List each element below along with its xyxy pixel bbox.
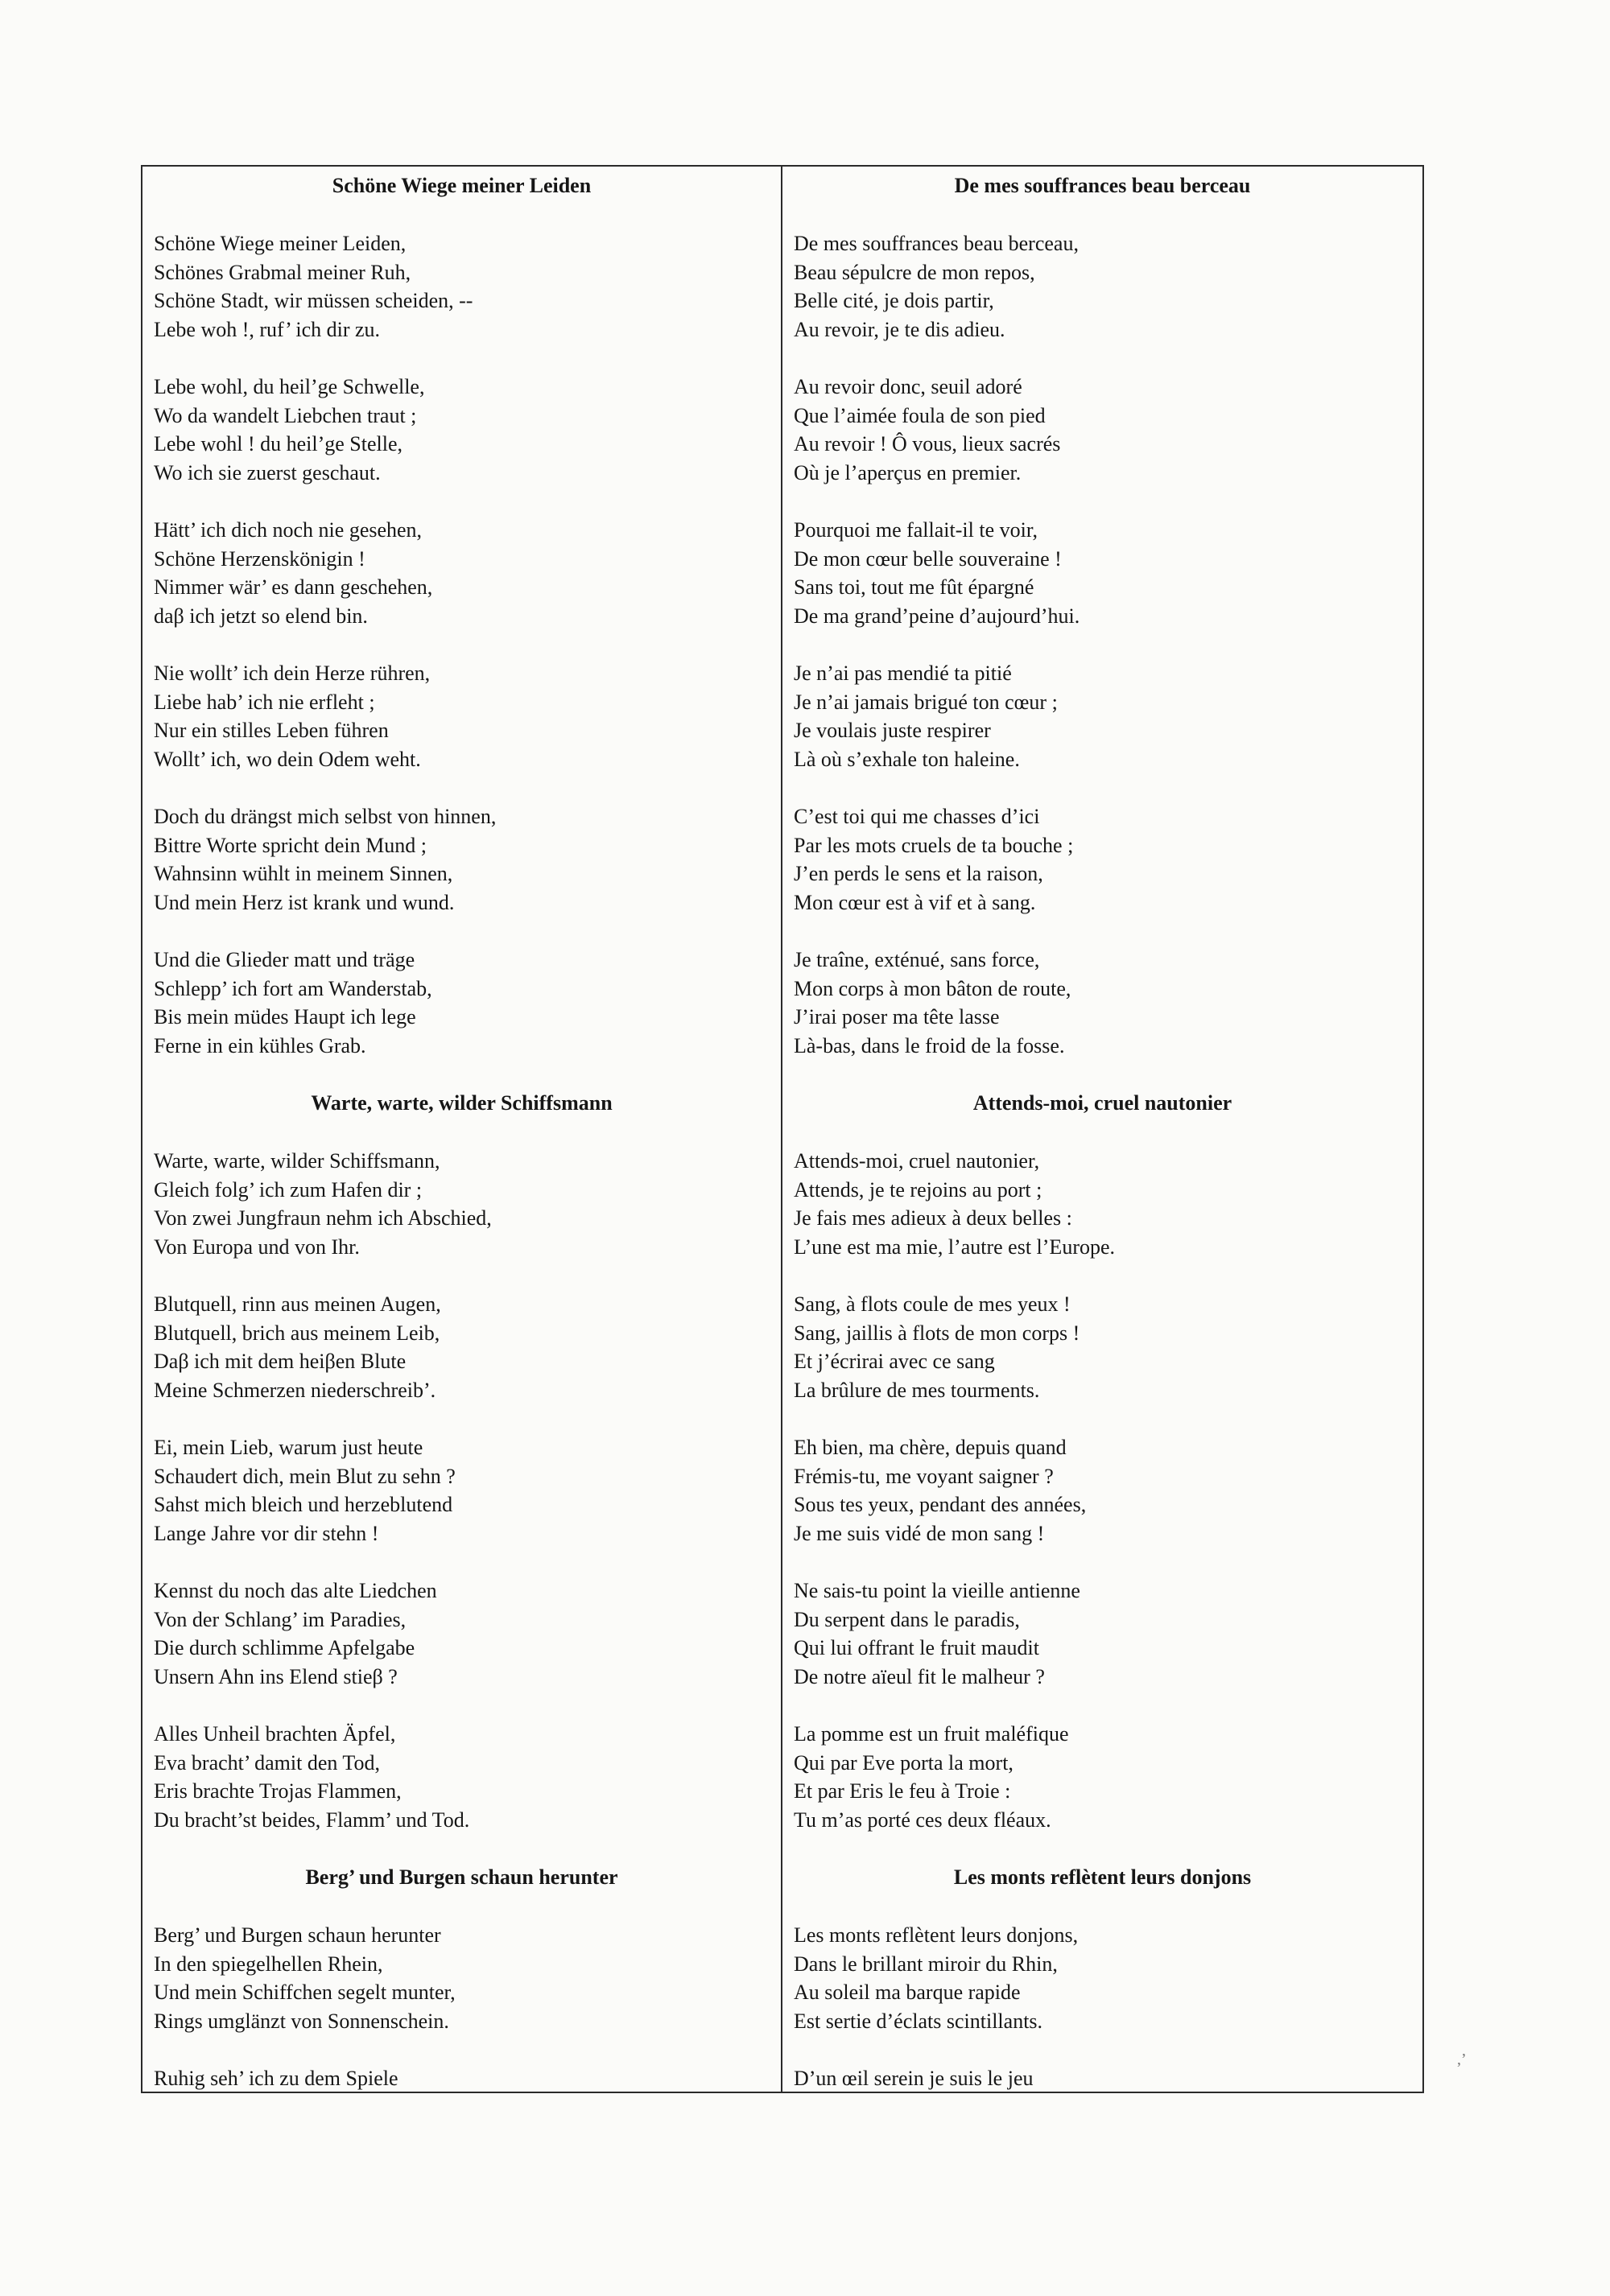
stanza: [154, 1290, 770, 1404]
stanza: [154, 1720, 770, 1834]
stanza: [794, 1290, 1411, 1404]
verse-line: Kennst du noch das alte Liedchen: [154, 1579, 437, 1602]
verse-line: Lebe wohl ! du heil’ge Stelle,: [154, 432, 403, 455]
verse-line: Blutquell, brich aus meinem Leib,: [154, 1321, 440, 1345]
verse-line: Wollt’ ich, wo dein Odem weht.: [154, 747, 421, 771]
stanza: [794, 802, 1411, 917]
stanza: [154, 229, 770, 344]
verse-line: De mon cœur belle souveraine !: [794, 546, 1062, 571]
verse-line: Et par Eris le feu à Troie :: [794, 1779, 1011, 1803]
verse-line: Ruhig seh’ ich zu dem Spiele: [154, 2067, 398, 2090]
verse-line: Hätt’ ich dich noch nie gesehen,: [154, 518, 423, 542]
verse-line: Les monts reflètent leurs donjons,: [794, 1923, 1079, 1947]
verse-line: Lange Jahre vor dir stehn !: [154, 1521, 379, 1545]
verse-line: Bis mein müdes Haupt ich lege: [154, 1005, 416, 1028]
verse-line: Mon cœur est à vif et à sang.: [794, 890, 1036, 914]
verse-line: Von zwei Jungfraun nehm ich Abschied,: [154, 1206, 492, 1230]
verse-line: Au revoir ! Ô vous, lieux sacrés: [794, 432, 1061, 455]
verse-line: Nur ein stilles Leben führen: [154, 719, 389, 742]
verse-line: In den spiegelhellen Rhein,: [154, 1952, 383, 1976]
poem: [154, 1089, 770, 1834]
verse-line: Die durch schlimme Apfelgabe: [154, 1636, 415, 1659]
verse-line: Du bracht’st beides, Flamm’ und Tod.: [154, 1808, 470, 1832]
verse-line: Blutquell, rinn aus meinen Augen,: [154, 1292, 441, 1316]
verse-line: Meine Schmerzen niederschreib’.: [154, 1378, 436, 1402]
verse-line: Schaudert dich, mein Blut zu sehn ?: [154, 1464, 456, 1488]
verse-line: Daβ ich mit dem heiβen Blute: [154, 1350, 407, 1373]
verse-line: Pourquoi me fallait-il te voir,: [794, 518, 1038, 542]
verse-line: Unsern Ahn ins Elend stieβ ?: [154, 1664, 398, 1688]
verse-line: Nimmer wär’ es dann geschehen,: [154, 575, 433, 599]
verse-line: Bittre Worte spricht dein Mund ;: [154, 833, 427, 857]
verse-line: Au soleil ma barque rapide: [794, 1981, 1021, 2004]
verse-line: Et j’écrirai avec ce sang: [794, 1350, 995, 1373]
stanza: [794, 229, 1411, 344]
stanza: [154, 373, 770, 487]
verse-line: L’une est ma mie, l’autre est l’Europe.: [794, 1235, 1116, 1259]
verse-line: Ei, mein Lieb, warum just heute: [154, 1436, 423, 1459]
verse-line: Von der Schlang’ im Paradies,: [154, 1607, 407, 1631]
stanza: [154, 1921, 770, 2035]
verse-line: J’irai poser ma tête lasse: [794, 1005, 1000, 1028]
stanza: [154, 659, 770, 773]
verse-line: Je n’ai jamais brigué ton cœur ;: [794, 690, 1058, 714]
verse-line: Beau sépulcre de mon repos,: [794, 260, 1035, 284]
stanza: [794, 2064, 1411, 2093]
verse-line: D’un œil serein je suis le jeu: [794, 2067, 1034, 2090]
stanza: [794, 516, 1411, 630]
verse-line: Du serpent dans le paradis,: [794, 1607, 1020, 1631]
poem: [794, 1089, 1411, 1834]
verse-line: Schöne Wiege meiner Leiden,: [154, 232, 407, 255]
verse-line: De mes souffrances beau berceau,: [794, 232, 1079, 255]
verse-line: Eva bracht’ damit den Tod,: [154, 1750, 380, 1775]
verse-line: Sang, jaillis à flots de mon corps !: [794, 1321, 1080, 1345]
stanza: [154, 1577, 770, 1691]
verse-line: Eris brachte Trojas Flammen,: [154, 1779, 402, 1803]
poem-title: Warte, warte, wilder Schiffsmann: [311, 1091, 613, 1115]
verse-line: Ne sais-tu point la vieille antienne: [794, 1579, 1080, 1602]
verse-line: Sous tes yeux, pendant des années,: [794, 1493, 1087, 1516]
poem: [794, 171, 1411, 1060]
verse-line: De notre aïeul fit le malheur ?: [794, 1664, 1045, 1688]
verse-line: Schöne Herzenskönigin !: [154, 546, 365, 571]
verse-line: Nie wollt’ ich dein Herze rühren,: [154, 662, 431, 685]
verse-line: Je n’ai pas mendié ta pitié: [794, 662, 1012, 685]
poem-title: Les monts reflètent leurs donjons: [953, 1865, 1252, 1889]
verse-line: Je me suis vidé de mon sang !: [794, 1521, 1045, 1545]
verse-line: Und die Glieder matt und träge: [154, 948, 415, 971]
poem: [794, 1863, 1411, 2093]
verse-line: Dans le brillant miroir du Rhin,: [794, 1952, 1058, 1976]
verse-line: La brûlure de mes tourments.: [794, 1378, 1040, 1402]
stanza: [154, 1433, 770, 1548]
verse-line: La pomme est un fruit maléfique: [794, 1722, 1069, 1746]
scan-mark: ,’: [1457, 2051, 1467, 2068]
verse-line: Que l’aimée foula de son pied: [794, 403, 1046, 427]
verse-line: Je traîne, exténué, sans force,: [794, 948, 1040, 971]
verse-line: Doch du drängst mich selbst von hinnen,: [154, 805, 497, 828]
poem-title: De mes souffrances beau berceau: [954, 174, 1251, 197]
verse-line: Alles Unheil brachten Äpfel,: [154, 1722, 396, 1746]
stanza: [794, 373, 1411, 487]
verse-line: Wahnsinn wühlt in meinem Sinnen,: [154, 862, 453, 885]
verse-line: Par les mots cruels de ta bouche ;: [794, 833, 1074, 857]
poem-title: Berg’ und Burgen schaun herunter: [305, 1865, 618, 1889]
verse-line: Liebe hab’ ich nie erfleht ;: [154, 690, 375, 714]
verse-line: Lebe woh !, ruf’ ich dir zu.: [154, 317, 381, 341]
verse-line: Attends, je te rejoins au port ;: [794, 1177, 1042, 1202]
stanza: [154, 2064, 770, 2093]
verse-line: Ferne in ein kühles Grab.: [154, 1033, 366, 1057]
verse-line: Berg’ und Burgen schaun herunter: [154, 1923, 441, 1947]
stanza: [794, 1433, 1411, 1548]
verse-line: Schöne Stadt, wir müssen scheiden, --: [154, 289, 473, 312]
verse-line: Schönes Grabmal meiner Ruh,: [154, 260, 411, 284]
stanza: [794, 1577, 1411, 1691]
stanza: [154, 802, 770, 917]
verse-line: Rings umglänzt von Sonnenschein.: [154, 2009, 449, 2033]
verse-line: Belle cité, je dois partir,: [794, 289, 994, 312]
verse-line: Sans toi, tout me fût épargné: [794, 575, 1034, 599]
verse-line: Lebe wohl, du heil’ge Schwelle,: [154, 375, 425, 398]
verse-line: Mon corps à mon bâton de route,: [794, 976, 1071, 1000]
verse-line: Schlepp’ ich fort am Wanderstab,: [154, 976, 432, 1000]
stanza: [794, 1720, 1411, 1834]
verse-line: Sahst mich bleich und herzeblutend: [154, 1493, 453, 1516]
stanza: [794, 659, 1411, 773]
poem-table: [141, 165, 1424, 2093]
verse-line: Je fais mes adieux à deux belles :: [794, 1206, 1072, 1230]
verse-line: Là-bas, dans le froid de la fosse.: [794, 1033, 1065, 1057]
verse-line: Je voulais juste respirer: [794, 719, 991, 742]
verse-line: Und mein Herz ist krank und wund.: [154, 890, 455, 914]
verse-line: Qui par Eve porta la mort,: [794, 1750, 1013, 1775]
stanza: [154, 1147, 770, 1261]
poem: [154, 1863, 770, 2093]
verse-line: Au revoir donc, seuil adoré: [794, 375, 1022, 398]
verse-line: Von Europa und von Ihr.: [154, 1235, 360, 1259]
verse-line: Frémis-tu, me voyant saigner ?: [794, 1464, 1054, 1488]
verse-line: Warte, warte, wilder Schiffsmann,: [154, 1149, 440, 1173]
verse-line: Où je l’aperçus en premier.: [794, 460, 1022, 484]
verse-line: Sang, à flots coule de mes yeux !: [794, 1292, 1071, 1316]
verse-line: Und mein Schiffchen segelt munter,: [154, 1981, 456, 2004]
verse-line: Tu m’as porté ces deux fléaux.: [794, 1808, 1051, 1832]
french-column: [782, 167, 1422, 2092]
verse-line: C’est toi qui me chasses d’ici: [794, 805, 1040, 828]
verse-line: De ma grand’peine d’aujourd’hui.: [794, 604, 1080, 628]
stanza: [154, 516, 770, 630]
verse-line: Attends-moi, cruel nautonier,: [794, 1149, 1040, 1173]
poem-title: Attends-moi, cruel nautonier: [972, 1091, 1232, 1115]
verse-line: J’en perds le sens et la raison,: [794, 862, 1043, 885]
poem-title: Schöne Wiege meiner Leiden: [332, 174, 592, 197]
verse-line: Gleich folg’ ich zum Hafen dir ;: [154, 1177, 423, 1202]
verse-line: Au revoir, je te dis adieu.: [794, 317, 1005, 341]
stanza: [154, 946, 770, 1060]
german-column: [142, 167, 782, 2092]
stanza: [794, 1921, 1411, 2035]
verse-line: Wo ich sie zuerst geschaut.: [154, 460, 381, 484]
stanza: [794, 1147, 1411, 1261]
verse-line: Qui lui offrant le fruit maudit: [794, 1636, 1039, 1659]
verse-line: Là où s’exhale ton haleine.: [794, 747, 1020, 771]
verse-line: Wo da wandelt Liebchen traut ;: [154, 403, 417, 427]
stanza: [794, 946, 1411, 1060]
verse-line: daβ ich jetzt so elend bin.: [154, 604, 368, 628]
poem: [154, 171, 770, 1060]
verse-line: Est sertie d’éclats scintillants.: [794, 2009, 1043, 2033]
verse-line: Eh bien, ma chère, depuis quand: [794, 1436, 1067, 1459]
